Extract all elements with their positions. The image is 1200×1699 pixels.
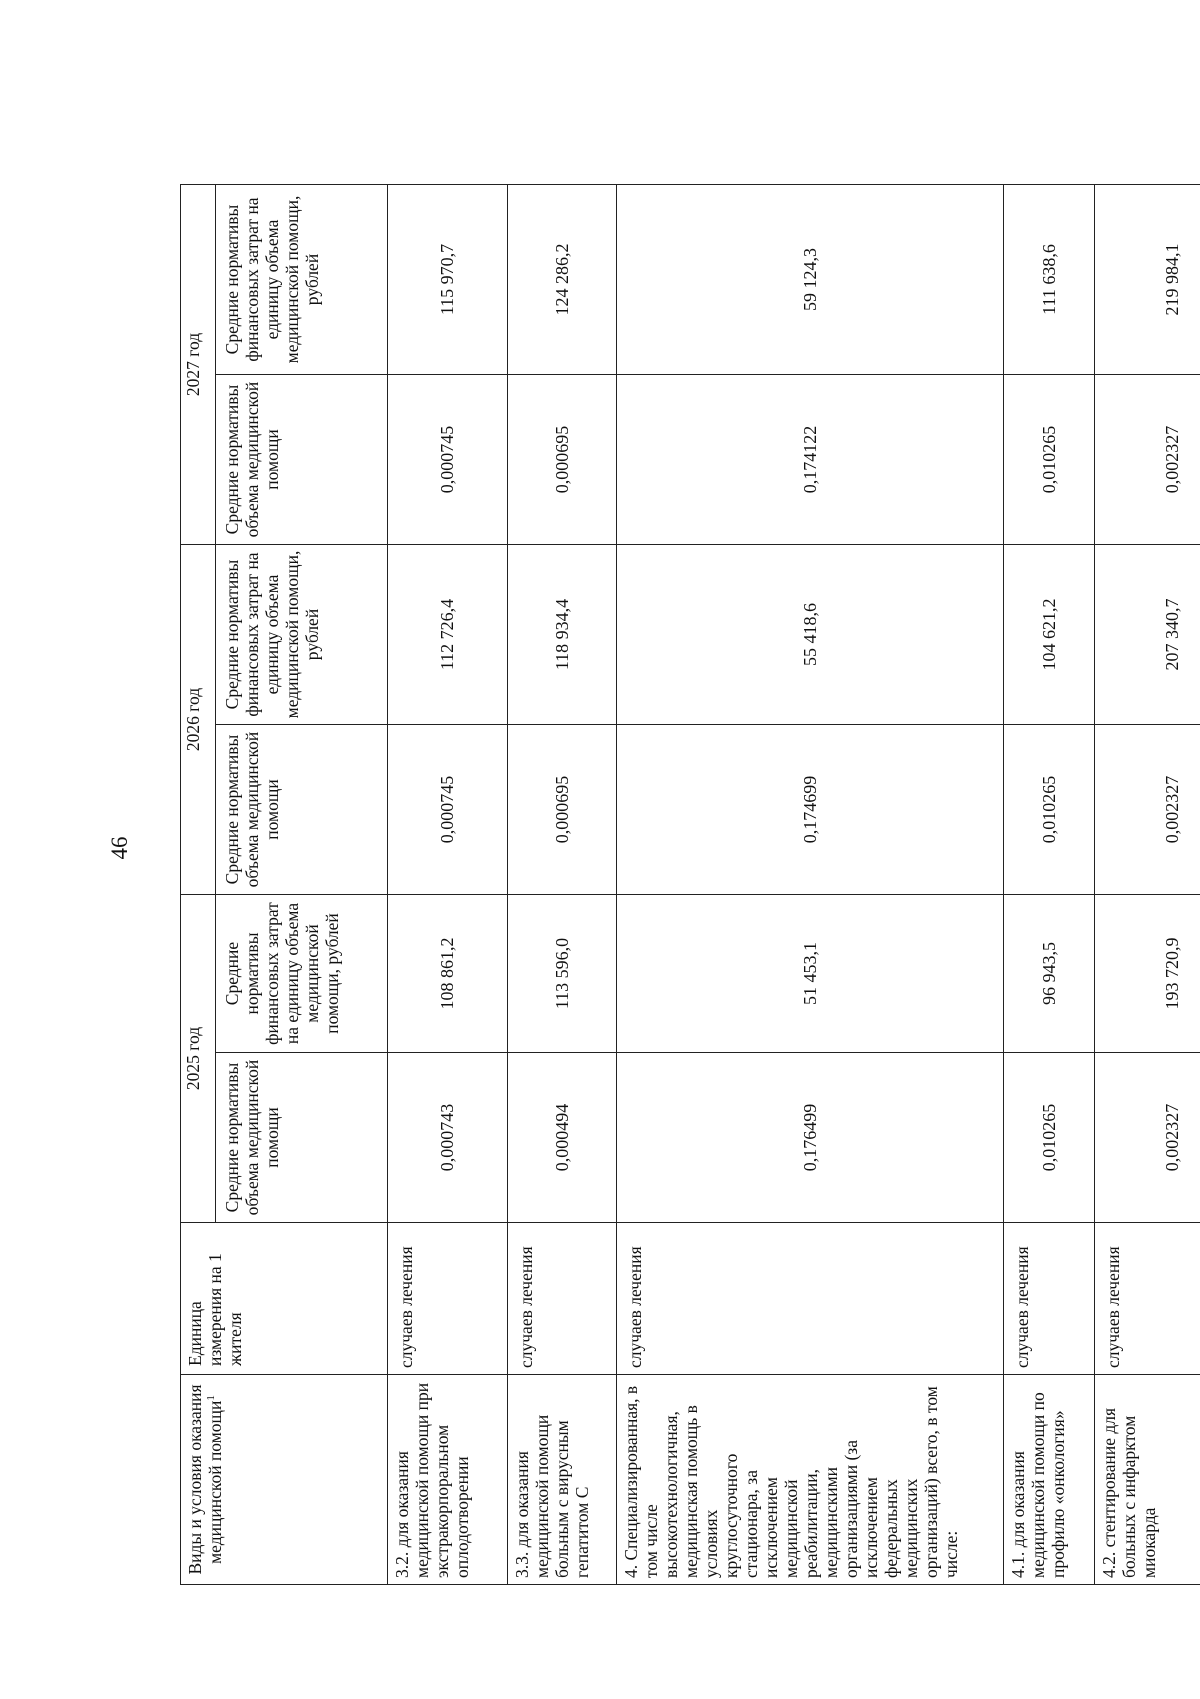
- row-unit: случаев лечения: [507, 1223, 616, 1375]
- norms-table: [180, 184, 1200, 1585]
- header-cost-2026: Средние нормативы финансовых затрат на единицу объема медицинской помощи, рублей: [216, 545, 388, 725]
- table-row: [616, 185, 1003, 1585]
- cell-volume-2027: 0,174122: [616, 375, 1003, 545]
- row-name: 4. Специализированная, в том числе высокотехнологичная, медицинская помощь в условиях круглосуточного стационара, за исключением медицинской реабилитации, медицинскими организациями (за исключением федеральных медицинских организаций) всего, в том числе:: [616, 1375, 1003, 1585]
- cell-volume-2025: 0,010265: [1003, 1053, 1094, 1223]
- cell-cost-2025: 96 943,5: [1003, 895, 1094, 1053]
- cell-volume-2027: 0,002327: [1094, 375, 1200, 545]
- page-number: 46: [107, 836, 132, 860]
- cell-volume-2025: 0,176499: [616, 1053, 1003, 1223]
- cell-cost-2026: 118 934,4: [507, 545, 616, 725]
- cell-cost-2026: 55 418,6: [616, 545, 1003, 725]
- cell-volume-2027: 0,010265: [1003, 375, 1094, 545]
- row-name: 3.2. для оказания медицинской помощи при экстракорпоральном оплодотворении: [388, 1375, 508, 1585]
- header-volume-2026: Средние нормативы объема медицинской помощи: [216, 725, 388, 895]
- cell-cost-2027: 59 124,3: [616, 185, 1003, 375]
- cell-volume-2026: 0,000745: [388, 725, 508, 895]
- header-year-2025: 2025 год: [181, 895, 216, 1223]
- cell-cost-2025: 51 453,1: [616, 895, 1003, 1053]
- header-volume-2025: Средние нормативы объема медицинской помощи: [216, 1053, 388, 1223]
- cell-cost-2026: 207 340,7: [1094, 545, 1200, 725]
- row-name: 4.1. для оказания медицинской помощи по профилю «онкология»: [1003, 1375, 1094, 1585]
- cell-volume-2026: 0,000695: [507, 725, 616, 895]
- row-name: 4.2. стентирование для больных с инфарктом миокарда: [1094, 1375, 1200, 1585]
- table-row: [1003, 185, 1094, 1585]
- cell-volume-2025: 0,000743: [388, 1053, 508, 1223]
- table-row: [388, 185, 508, 1585]
- cell-cost-2027: 219 984,1: [1094, 185, 1200, 375]
- cell-cost-2026: 112 726,4: [388, 545, 508, 725]
- cell-cost-2025: 113 596,0: [507, 895, 616, 1053]
- header-year-2027: 2027 год: [181, 185, 216, 545]
- cell-cost-2025: 193 720,9: [1094, 895, 1200, 1053]
- cell-cost-2027: 111 638,6: [1003, 185, 1094, 375]
- cell-volume-2025: 0,000494: [507, 1053, 616, 1223]
- cell-volume-2026: 0,002327: [1094, 725, 1200, 895]
- cell-volume-2026: 0,010265: [1003, 725, 1094, 895]
- cell-volume-2027: 0,000745: [388, 375, 508, 545]
- table-row: [1094, 185, 1200, 1585]
- header-cost-2027: Средние нормативы финансовых затрат на единицу объема медицинской помощи, рублей: [216, 185, 388, 375]
- cell-cost-2025: 108 861,2: [388, 895, 508, 1053]
- cell-cost-2027: 115 970,7: [388, 185, 508, 375]
- cell-cost-2026: 104 621,2: [1003, 545, 1094, 725]
- row-name: 3.3. для оказания медицинской помощи больным с вирусным гепатитом С: [507, 1375, 616, 1585]
- header-year-2026: 2026 год: [181, 545, 216, 895]
- row-unit: случаев лечения: [388, 1223, 508, 1375]
- rotated-table-wrapper: [180, 185, 1200, 1585]
- cell-volume-2026: 0,174699: [616, 725, 1003, 895]
- header-unit: Единица измерения на 1 жителя: [181, 1223, 388, 1375]
- row-unit: случаев лечения: [1094, 1223, 1200, 1375]
- table-row: [507, 185, 616, 1585]
- row-unit: случаев лечения: [1003, 1223, 1094, 1375]
- cell-cost-2027: 124 286,2: [507, 185, 616, 375]
- cell-volume-2027: 0,000695: [507, 375, 616, 545]
- row-unit: случаев лечения: [616, 1223, 1003, 1375]
- cell-volume-2025: 0,002327: [1094, 1053, 1200, 1223]
- header-volume-2027: Средние нормативы объема медицинской помощи: [216, 375, 388, 545]
- header-kind: Виды и условия оказания медицинской помощи$^1$: [181, 1375, 388, 1585]
- header-cost-2025: Средние нормативы финансовых затрат на единицу объема медицинской помощи, рублей: [216, 895, 388, 1053]
